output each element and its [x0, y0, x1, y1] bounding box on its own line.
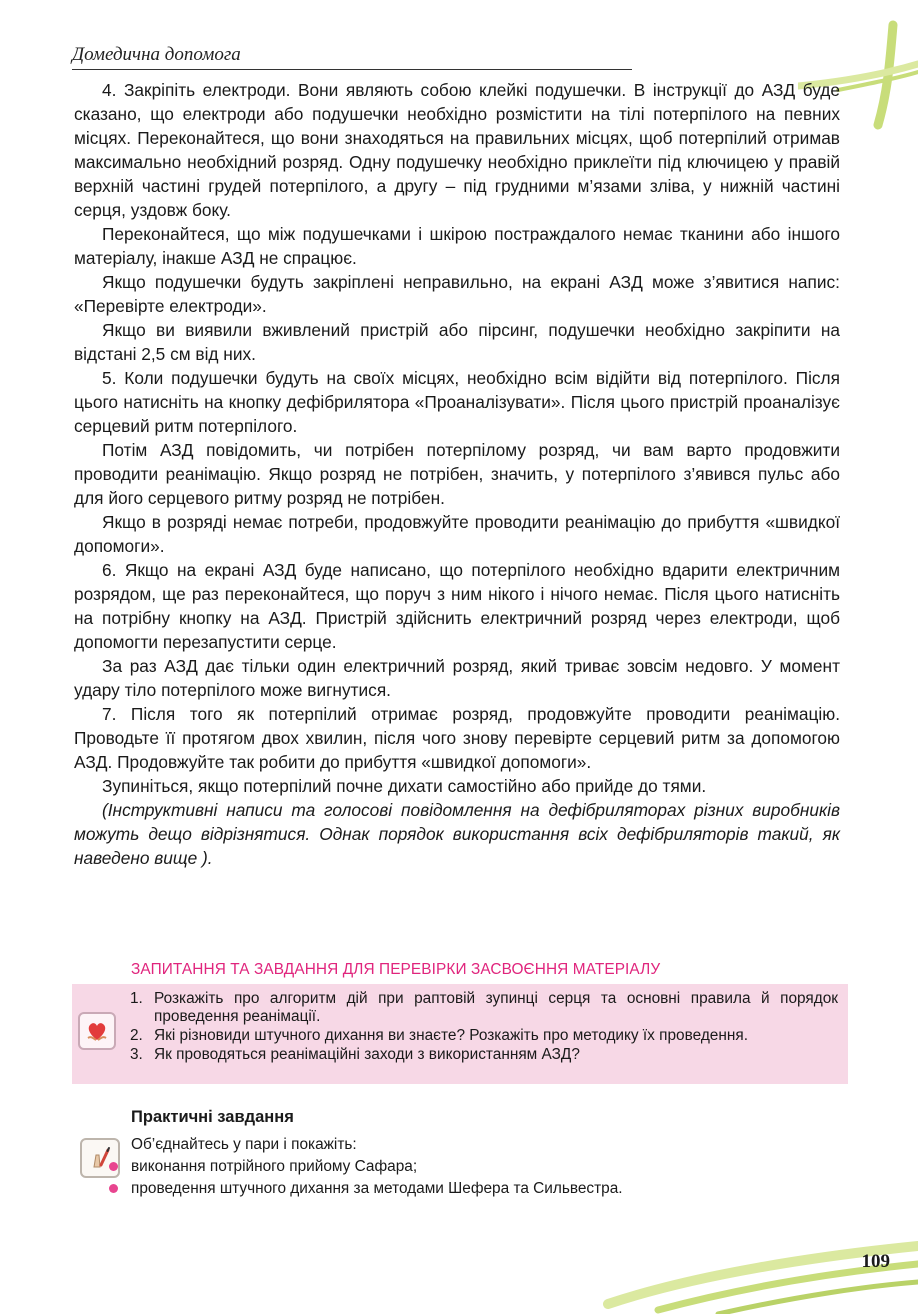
questions-list — [130, 990, 838, 1064]
question-text: Які різновиди штучного дихання ви знаєте? Розкажіть про методику їх проведення. — [154, 1027, 748, 1044]
question-text: Як проводяться реанімаційні заходи з використанням АЗД? — [154, 1046, 580, 1063]
practical-intro: Об’єднайтесь у пари і покажіть: — [131, 1136, 357, 1153]
practical-list — [131, 1156, 848, 1200]
bullet-icon — [109, 1162, 118, 1171]
question-number: 1. — [130, 990, 143, 1007]
section-title: Домедична допомога — [72, 44, 241, 65]
paragraph: Якщо подушечки будуть закріплені неправильно, на екрані АЗД може з’явитися напис: «Перевірте електроди». — [74, 272, 840, 316]
paragraph: 6. Якщо на екрані АЗД буде написано, що потерпілого необхідно вдарити електричним розрядом, ще раз переконайтеся, що поруч з ним нікого і нічого немає. Після цього натисніть на потрібну кнопку на АЗД. Пристрій здійснить електричний розряд через електроди, щоб допомогти перезапустити серце. — [74, 560, 840, 652]
questions-title: ЗАПИТАННЯ ТА ЗАВДАННЯ ДЛЯ ПЕРЕВІРКИ ЗАСВОЄННЯ МАТЕРІАЛУ — [131, 961, 661, 978]
list-item-text: виконання потрійного прийому Сафара; — [131, 1158, 418, 1175]
paragraph: Потім АЗД повідомить, чи потрібен потерпілому розряд, чи вам варто продовжити проводити реанімацію. Якщо розряд не потрібен, значить, у потерпілого з’явився пульс або для його серцевого ритму розряд не потрібен. — [74, 440, 840, 508]
page-number: 109 — [861, 1251, 890, 1272]
practical-section — [72, 1106, 848, 1200]
paragraph: Якщо в розряді немає потреби, продовжуйте проводити реанімацію до прибуття «швидкої допомоги». — [74, 512, 840, 556]
question-item — [130, 1046, 838, 1064]
question-item — [130, 1027, 838, 1045]
paragraph: Зупиніться, якщо потерпілий почне дихати самостійно або прийде до тями. — [102, 776, 707, 796]
paragraph: Якщо ви виявили вживлений пристрій або пірсинг, подушечки необхідно закріпити на відстані 2,5 см від них. — [74, 320, 840, 364]
heart-hands-icon — [78, 1012, 116, 1050]
practical-title: Практичні завдання — [131, 1108, 294, 1126]
question-number: 2. — [130, 1027, 143, 1044]
practical-body — [72, 1134, 848, 1200]
question-number: 3. — [130, 1046, 143, 1063]
header-divider — [72, 69, 632, 70]
question-text: Розкажіть про алгоритм дій при раптовій зупинці серця та основні правила й порядок проведення реанімації. — [154, 990, 838, 1025]
bullet-icon — [109, 1184, 118, 1193]
paragraph: 5. Коли подушечки будуть на своїх місцях, необхідно всім відійти від потерпілого. Після цього натисніть на кнопку дефібрилятора «Проаналізувати». Після цього пристрій проаналізує серцевий ритм потерпілого. — [74, 368, 840, 436]
hand-pencil-icon — [80, 1138, 120, 1178]
list-item — [131, 1156, 848, 1178]
paragraph: Переконайтеся, що між подушечками і шкірою постраждалого немає тканини або іншого матеріалу, інакше АЗД не спрацює. — [74, 224, 840, 268]
paragraph: 7. Після того як потерпілий отримає розряд, продовжуйте проводити реанімацію. Проводьте її протягом двох хвилин, після чого знову перевірте серцевий ритм за допомогою АЗД. Продовжуйте так робити до прибуття «швидкої допомоги». — [74, 704, 840, 772]
questions-section — [72, 960, 848, 1084]
list-item — [131, 1178, 848, 1200]
paragraph: За раз АЗД дає тільки один електричний розряд, який триває зовсім недовго. У момент удару тіло потерпілого може вигнутися. — [74, 656, 840, 700]
leaf-decoration-bottom — [598, 1234, 918, 1314]
questions-box — [72, 984, 848, 1084]
paragraph: 4. Закріпіть електроди. Вони являють собою клейкі подушечки. В інструкції до АЗД буде сказано, що електроди або подушечки необхідно розмістити на тілі потерпілого на певних місцях. Переконайтеся, що вони знаходяться на правильних місцях, щоб потерпілий отримав максимально необхідний розряд. Одну подушечку необхідно приклеїти під ключицею у правій верхній частині грудей потерпілого, а другу – під грудними м’язами зліва, у нижній частині серця, уздовж боку. — [74, 80, 840, 220]
list-item-text: проведення штучного дихання за методами Шефера та Сильвестра. — [131, 1180, 623, 1197]
main-text — [74, 78, 840, 870]
italic-note: (Інструктивні написи та голосові повідомлення на дефібриляторах різних виробників можуть дещо відрізнятися. Однак порядок використання всіх дефібриляторів такий, як наведено вище ). — [74, 800, 840, 868]
question-item — [130, 990, 838, 1026]
